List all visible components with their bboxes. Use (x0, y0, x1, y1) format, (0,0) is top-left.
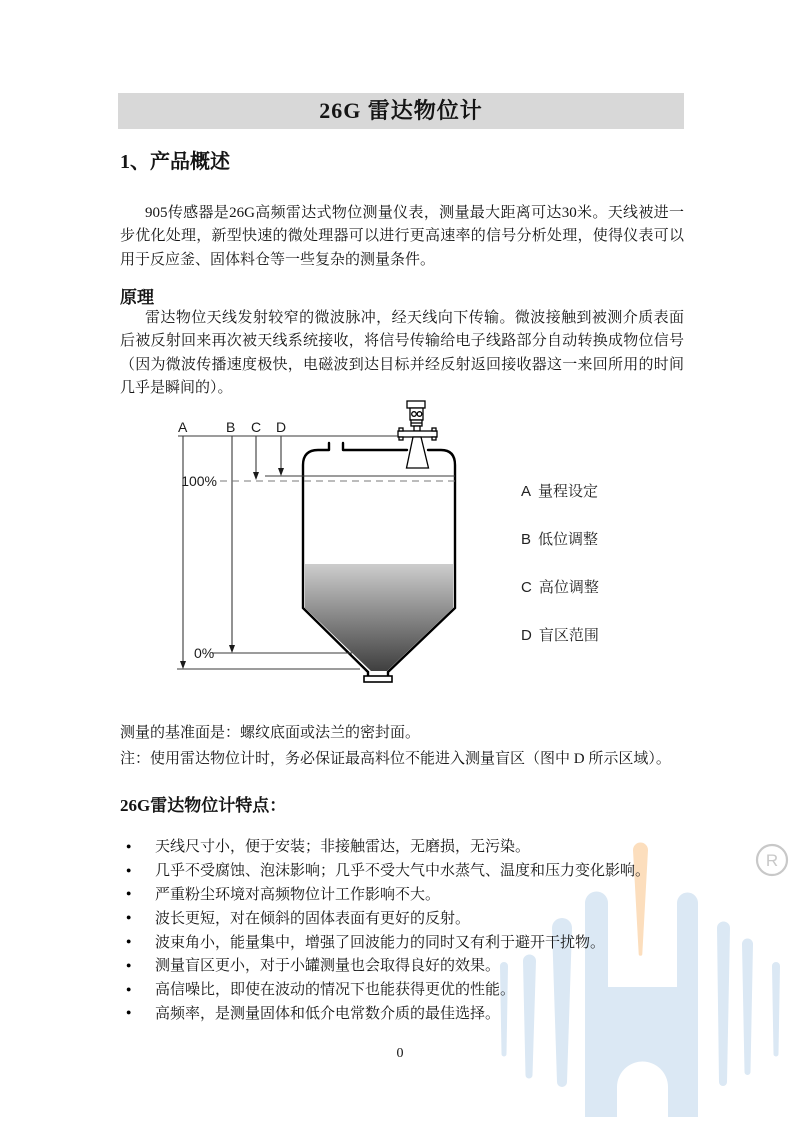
sensor-flange (398, 431, 437, 437)
section-heading-overview: 1、产品概述 (120, 151, 230, 173)
arrowhead-a (180, 661, 186, 669)
sensor-display-dial-left (412, 412, 417, 417)
feature-text: 测量盲区更小，对于小罐测量也会取得良好的效果。 (155, 958, 501, 975)
sensor-stem (414, 426, 420, 431)
document-title-bar (118, 93, 684, 129)
legend-item-low-adjust (521, 528, 598, 549)
bullet-icon: ● (126, 983, 132, 994)
flange-bolt-bottom-right (432, 437, 436, 440)
bullet-icon: ● (126, 840, 132, 851)
features-heading: 26G雷达物位计特点： (120, 796, 287, 815)
feature-text: 严重粉尘环境对高频物位计工作影响不大。 (155, 886, 441, 903)
flange-bolt-top-right (432, 428, 436, 431)
legend-label-b: 低位调整 (538, 531, 599, 548)
feature-text: 高频率，是测量固体和低介电常数介质的最佳选择。 (155, 1005, 501, 1022)
feature-item (126, 953, 692, 977)
marker-label-d: D (276, 419, 287, 435)
arrowhead-c (253, 472, 259, 480)
bullet-icon: ● (126, 888, 132, 899)
marker-label-b: B (226, 419, 236, 435)
tank-material-fill (305, 564, 453, 671)
logo-echo-bar-right-3 (772, 962, 780, 1057)
feature-item (126, 882, 692, 906)
zero-level-label: 0% (194, 645, 215, 661)
registered-trademark-letter: R (765, 851, 779, 870)
sensor-display-dial-right (417, 412, 422, 417)
feature-text: 几乎不受腐蚀、泡沫影响；几乎不受大气中水蒸气、温度和压力变化影响。 (155, 863, 651, 880)
legend-label-a: 量程设定 (538, 483, 599, 500)
feature-item (126, 929, 692, 953)
legend-key-d: D (521, 627, 532, 644)
bullet-icon: ● (126, 959, 132, 970)
overview-paragraph: 905传感器是26G高频雷达式物位测量仪表，测量最大距离可达30米。天线被进一步优化处理，新型快速的微处理器可以进行更高速率的信号分析处理，使得仪表可以用于反应釜、固体料仓等一些复杂的测量条件。 (120, 205, 684, 268)
principle-paragraph: 雷达物位天线发射较窄的微波脉冲，经天线向下传输。微波接触到被测介质表面后被反射回来再次被天线系统接收，将信号传输给电子线路部分自动转换成物位信号（因为微波传播速度极快，电磁波到达目标并经反射返回接收器这一来回所用的时间几乎是瞬间的）。 (120, 310, 684, 397)
legend-item-range (521, 480, 598, 501)
document-title: 26G 雷达物位计 (319, 98, 483, 123)
features-list (126, 834, 692, 1024)
legend-label-c: 高位调整 (538, 579, 599, 596)
flange-bolt-top-left (399, 428, 403, 431)
legend-item-blind-zone (521, 624, 599, 645)
feature-item (126, 834, 692, 858)
legend-item-high-adjust (521, 576, 599, 597)
legend-key-b: B (521, 531, 532, 548)
bullet-icon: ● (126, 936, 132, 947)
legend-key-c: C (521, 579, 532, 596)
measurement-reference-note: 测量的基准面是：螺纹底面或法兰的密封面。 (120, 725, 421, 741)
sensor-cap (407, 401, 425, 408)
flange-bolt-bottom-left (399, 437, 403, 440)
principle-heading: 原理 (120, 288, 154, 307)
feature-item (126, 858, 692, 882)
full-level-label: 100% (181, 473, 217, 489)
bullet-icon: ● (126, 864, 132, 875)
feature-item (126, 977, 692, 1001)
feature-item (126, 905, 692, 929)
feature-text: 天线尺寸小，便于安装；非接触雷达，无磨损，无污染。 (155, 839, 531, 856)
legend-label-d: 盲区范围 (538, 627, 599, 644)
bullet-icon: ● (126, 912, 132, 923)
feature-item (126, 1001, 692, 1025)
blind-zone-caution-note: 注：使用雷达物位计时，务必保证最高料位不能进入测量盲区（图中 D 所示区域）。 (120, 751, 671, 767)
arrowhead-d (278, 468, 284, 476)
sensor-horn-antenna (407, 437, 429, 468)
page-number: 0 (396, 1046, 404, 1061)
marker-label-a: A (178, 419, 188, 435)
feature-text: 高信噪比，即使在波动的情况下也能获得更优的性能。 (155, 982, 516, 999)
bullet-icon: ● (126, 1007, 132, 1018)
arrowhead-b (229, 645, 235, 653)
radar-sensor (398, 401, 437, 468)
legend-key-a: A (521, 483, 532, 500)
feature-text: 波长更短，对在倾斜的固体表面有更好的反射。 (155, 910, 471, 927)
marker-label-c: C (251, 419, 262, 435)
tank-outlet-flange (364, 676, 392, 682)
feature-text: 波束角小，能量集中，增强了回波能力的同时又有利于避开干扰物。 (155, 934, 606, 951)
